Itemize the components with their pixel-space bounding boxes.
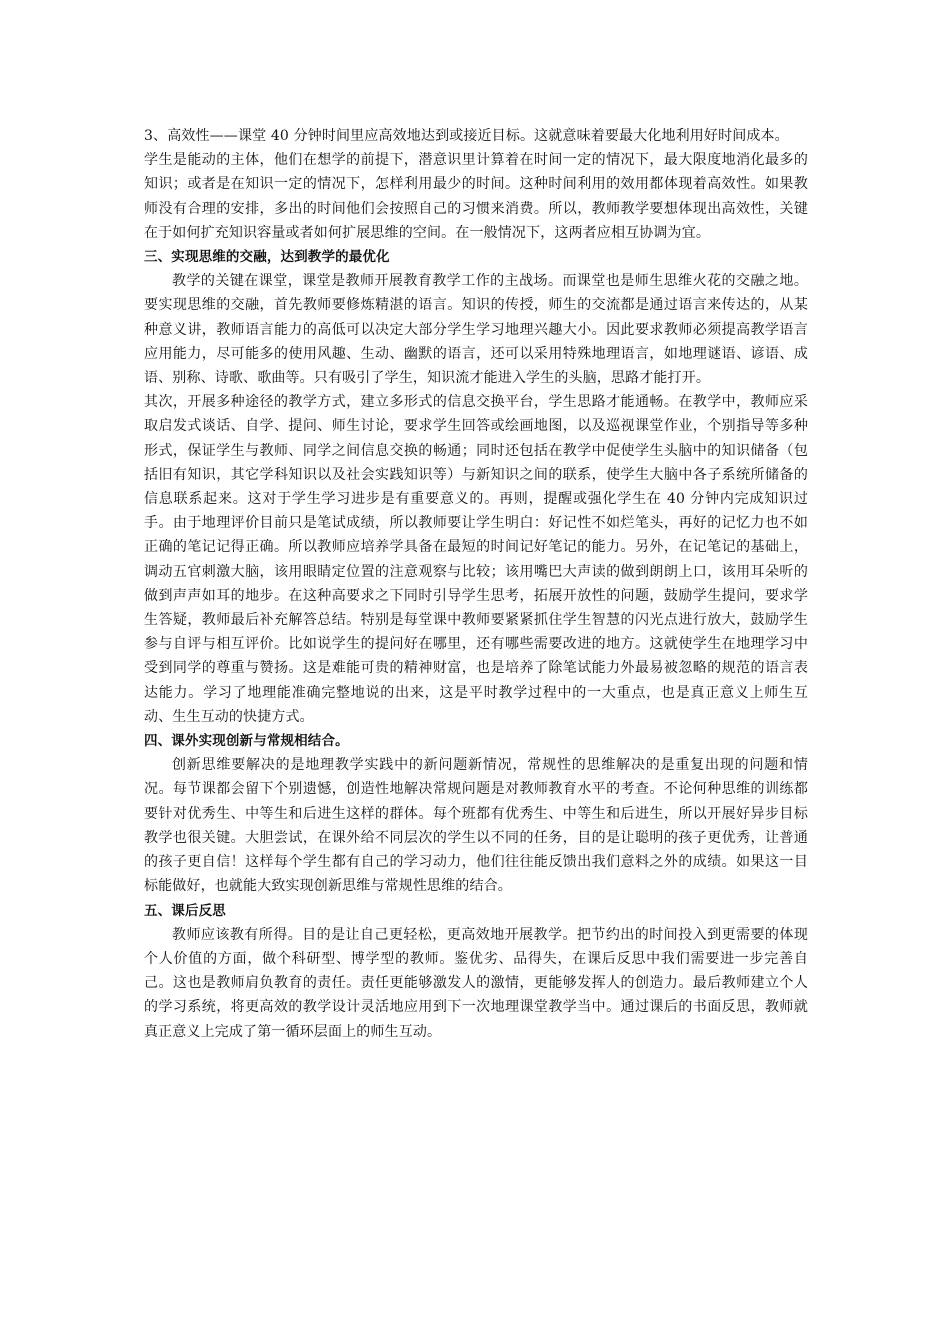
section-heading-3: 三、实现思维的交融，达到教学的最优化 <box>144 249 390 266</box>
paragraph-student-subject: 学生是能动的主体，他们在想学的前提下，潜意识里计算着在时间一定的情况下，最大限度地消化最多的知识；或者是在知识一定的情况下，怎样利用最少的时间。这种时间利用的效用都体现着高效性。如果教师没有合理的安排，多出的时间他们会按照自己的习惯来消费。所以，教师教学要想体现出高效性，关键在于如何扩充知识容量或者如何扩展思维的空间。在一般情况下，这两者应相互协调为宜。 <box>144 152 808 241</box>
paragraph-innovation: 创新思维要解决的是地理教学实践中的新问题新情况，常规性的思维解决的是重复出现的问题和情况。每节课都会留下个别遗憾，创造性地解决常规问题是对教师教育水平的考查。不论何种思维的训练都要针对优秀生、中等生和后进生这样的群体。每个班都有优秀生、中等生和后进生，所以开展好异步目标教学也很关键。大胆尝试，在课外给不同层次的学生以不同的任务，目的是让聪明的孩子更优秀，让普通的孩子更自信！这样每个学生都有自己的学习动力，他们往往能反馈出我们意料之外的成绩。如果这一目标能做好，也就能大致实现创新思维与常规性思维的结合。 <box>144 757 808 895</box>
paragraph-efficiency: 3、高效性——课堂 40 分钟时间里应高效地达到或接近目标。这就意味着要最大化地利用好时间成本。 <box>144 128 789 144</box>
section-heading-5: 五、课后反思 <box>144 902 226 919</box>
paragraph-reflection: 教师应该教有所得。目的是让自己更轻松，更高效地开展教学。把节约出的时间投入到更需要的体现个人价值的方面，做个科研型、博学型的教师。鉴优劣、品得失，在课后反思中我们需要进一步完善自己。这也是教师肩负教育的责任。责任更能够激发人的激情，更能够发挥人的创造力。最后教师建立个人的学习系统，将更高效的教学设计灵活地应用到下一次地理课堂教学当中。通过课后的书面反思，教师就真正意义上完成了第一循环层面上的师生互动。 <box>144 926 808 1040</box>
paragraph-classroom-language: 教学的关键在课堂，课堂是教师开展教育教学工作的主战场。而课堂也是师生思维火花的交融之地。要实现思维的交融，首先教师要修炼精湛的语言。知识的传授，师生的交流都是通过语言来传达的，从某种意义讲，教师语言能力的高低可以决定大部分学生学习地理兴趣大小。因此要求教师必须提高教学语言应用能力，尽可能多的使用风趣、生动、幽默的语言，还可以采用特殊地理语言，如地理谜语、谚语、成语、别称、诗歌、歌曲等。只有吸引了学生，知识流才能进入学生的头脑，思路才能打开。 <box>144 273 808 387</box>
document-page <box>144 124 808 1044</box>
section-heading-4: 四、课外实现创新与常规相结合。 <box>144 733 349 750</box>
paragraph-teaching-methods: 其次，开展多种途径的教学方式，建立多形式的信息交换平台，学生思路才能通畅。在教学中，教师应采取启发式谈话、自学、提问、师生讨论，要求学生回答或绘画地图，以及巡视课堂作业，个别指导等多种形式，保证学生与教师、同学之间信息交换的畅通；同时还包括在教学中促使学生头脑中的知识储备（包括旧有知识，其它学科知识以及社会实践知识等）与新知识之间的联系，使学生大脑中各子系统所储备的信息联系起来。这对于学生学习进步是有重要意义的。再则，提醒或强化学生在 40 分钟内完成知识过手。由于地理评价目前只是笔试成绩，所以教师要让学生明白：好记性不如烂笔头，再好的记忆力也不如正确的笔记记得正确。所以教师应培养学具备在最短的时间记好笔记的能力。另外，在记笔记的基础上，调动五官刺激大脑，该用眼睛定位置的注意观察与比较；该用嘴巴大声读的做到朗朗上口，该用耳朵听的做到声声如耳的地步。在这种高要求之下同时引导学生思考，拓展开放性的问题，鼓励学生提问，要求学生答疑，教师最后补充解答总结。特别是每堂课中教师要紧紧抓住学生智慧的闪光点进行放大，鼓励学生参与自评与相互评价。比如说学生的提问好在哪里，还有哪些需要改进的地方。这就使学生在地理学习中受到同学的尊重与赞扬。这是难能可贵的精神财富，也是培养了除笔试能力外最易被忽略的规范的语言表达能力。学习了地理能准确完整地说的出来，这是平时教学过程中的一大重点，也是真正意义上师生互动、生生互动的快捷方式。 <box>144 394 808 725</box>
